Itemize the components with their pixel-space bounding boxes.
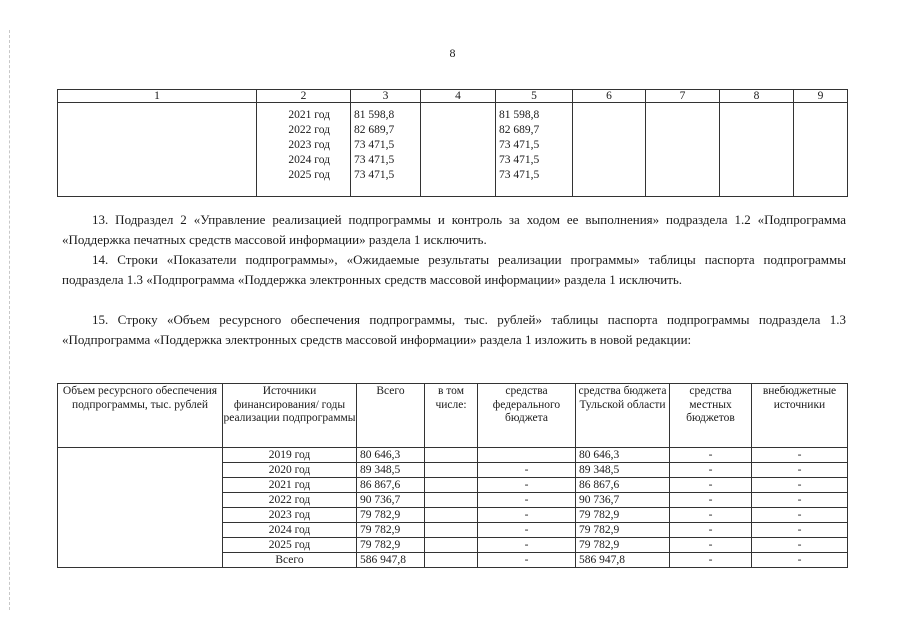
row-including (425, 508, 478, 523)
table1-col-number: 7 (646, 90, 720, 103)
merged-empty-cell (58, 448, 223, 568)
row-including (425, 493, 478, 508)
row-including (425, 523, 478, 538)
header-regional: средства бюджета Тульской области (576, 384, 670, 448)
row-extrabudget: - (752, 493, 848, 508)
row-local: - (670, 553, 752, 568)
header-sources: Источники финансирования/ годы реализации подпрограммы (223, 384, 357, 448)
table1-col-number: 3 (351, 90, 421, 103)
continuation-table (57, 89, 848, 197)
row-extrabudget: - (752, 508, 848, 523)
row-federal (478, 448, 576, 463)
row-federal: - (478, 478, 576, 493)
header-total: Всего (357, 384, 425, 448)
row-regional: 89 348,5 (576, 463, 670, 478)
row-regional: 586 947,8 (576, 553, 670, 568)
resource-table-header (58, 384, 848, 448)
paragraph-15 (62, 310, 846, 350)
row-year: 2020 год (223, 463, 357, 478)
table1-empty-cell (421, 103, 496, 197)
row-year: 2021 год (223, 478, 357, 493)
row-total: 79 782,9 (357, 523, 425, 538)
row-including (425, 478, 478, 493)
header-federal: средства федерального бюджета (478, 384, 576, 448)
row-federal: - (478, 493, 576, 508)
row-regional: 80 646,3 (576, 448, 670, 463)
row-year: Всего (223, 553, 357, 568)
table1-empty-cell (646, 103, 720, 197)
row-total: 80 646,3 (357, 448, 425, 463)
row-federal: - (478, 553, 576, 568)
row-local: - (670, 493, 752, 508)
row-regional: 79 782,9 (576, 523, 670, 538)
table1-col-number: 2 (257, 90, 351, 103)
table1-col-number: 9 (794, 90, 848, 103)
row-total: 586 947,8 (357, 553, 425, 568)
row-year: 2019 год (223, 448, 357, 463)
header-extrabudget: внебюджетные источники (752, 384, 848, 448)
row-total: 86 867,6 (357, 478, 425, 493)
row-regional: 79 782,9 (576, 508, 670, 523)
table1-empty-cell (720, 103, 794, 197)
page-number: 8 (449, 46, 456, 60)
row-extrabudget: - (752, 448, 848, 463)
table1-col-number: 4 (421, 90, 496, 103)
table1-years: 2021 год 2022 год 2023 год 2024 год 2025 год (257, 103, 351, 197)
row-federal: - (478, 538, 576, 553)
table1-empty-cell (58, 103, 257, 197)
row-local: - (670, 523, 752, 538)
header-including: в том числе: (425, 384, 478, 448)
table1-col-number: 6 (573, 90, 646, 103)
row-regional: 86 867,6 (576, 478, 670, 493)
row-including (425, 448, 478, 463)
row-federal: - (478, 523, 576, 538)
row-year: 2025 год (223, 538, 357, 553)
row-total: 90 736,7 (357, 493, 425, 508)
table1-col-number: 1 (58, 90, 257, 103)
row-including (425, 463, 478, 478)
paragraph-13-text: 13. Подраздел 2 «Управление реализацией подпрограммы и контроль за ходом ее выполнения» подраздела 1.2 «Подпрограмма «Поддержка печатных средств массовой информации» раздела 1 исключить. (62, 212, 846, 247)
row-federal: - (478, 463, 576, 478)
table1-col-number: 8 (720, 90, 794, 103)
row-year: 2024 год (223, 523, 357, 538)
row-including (425, 538, 478, 553)
row-local: - (670, 463, 752, 478)
table1-col5-values: 81 598,8 82 689,7 73 471,5 73 471,5 73 471,5 (496, 103, 573, 197)
table1-col3-values: 81 598,8 82 689,7 73 471,5 73 471,5 73 471,5 (351, 103, 421, 197)
row-local: - (670, 448, 752, 463)
paragraph-13 (62, 210, 846, 250)
paragraph-15-text: 15. Строку «Объем ресурсного обеспечения подпрограммы, тыс. рублей» таблицы паспорта подпрограммы подраздела 1.3 «Подпрограмма «Поддержка электронных средств массовой информации» раздела 1 изложить в новой редакции: (62, 312, 846, 347)
row-federal: - (478, 508, 576, 523)
header-local: средства местных бюджетов (670, 384, 752, 448)
row-extrabudget: - (752, 478, 848, 493)
row-including (425, 553, 478, 568)
table-row (58, 448, 848, 463)
table1-empty-cell (573, 103, 646, 197)
row-local: - (670, 478, 752, 493)
row-regional: 79 782,9 (576, 538, 670, 553)
row-regional: 90 736,7 (576, 493, 670, 508)
row-extrabudget: - (752, 553, 848, 568)
paragraph-14 (62, 250, 846, 290)
header-volume: Объем ресурсного обеспечения подпрограммы, тыс. рублей (58, 384, 223, 448)
row-year: 2022 год (223, 493, 357, 508)
row-extrabudget: - (752, 463, 848, 478)
row-total: 79 782,9 (357, 508, 425, 523)
row-extrabudget: - (752, 538, 848, 553)
row-extrabudget: - (752, 523, 848, 538)
table1-data-row (58, 103, 848, 197)
paragraph-14-text: 14. Строки «Показатели подпрограммы», «Ожидаемые результаты реализации программы» таблицы паспорта подпрограммы подраздела 1.3 «Подпрограмма «Поддержка электронных средств массовой информации» раздела 1 исключить. (62, 252, 846, 287)
resource-table (57, 383, 848, 568)
row-total: 89 348,5 (357, 463, 425, 478)
row-local: - (670, 508, 752, 523)
table1-header-row (58, 90, 848, 103)
table1-empty-cell (794, 103, 848, 197)
row-local: - (670, 538, 752, 553)
row-year: 2023 год (223, 508, 357, 523)
row-total: 79 782,9 (357, 538, 425, 553)
margin-guide-line (9, 30, 10, 610)
table1-col-number: 5 (496, 90, 573, 103)
